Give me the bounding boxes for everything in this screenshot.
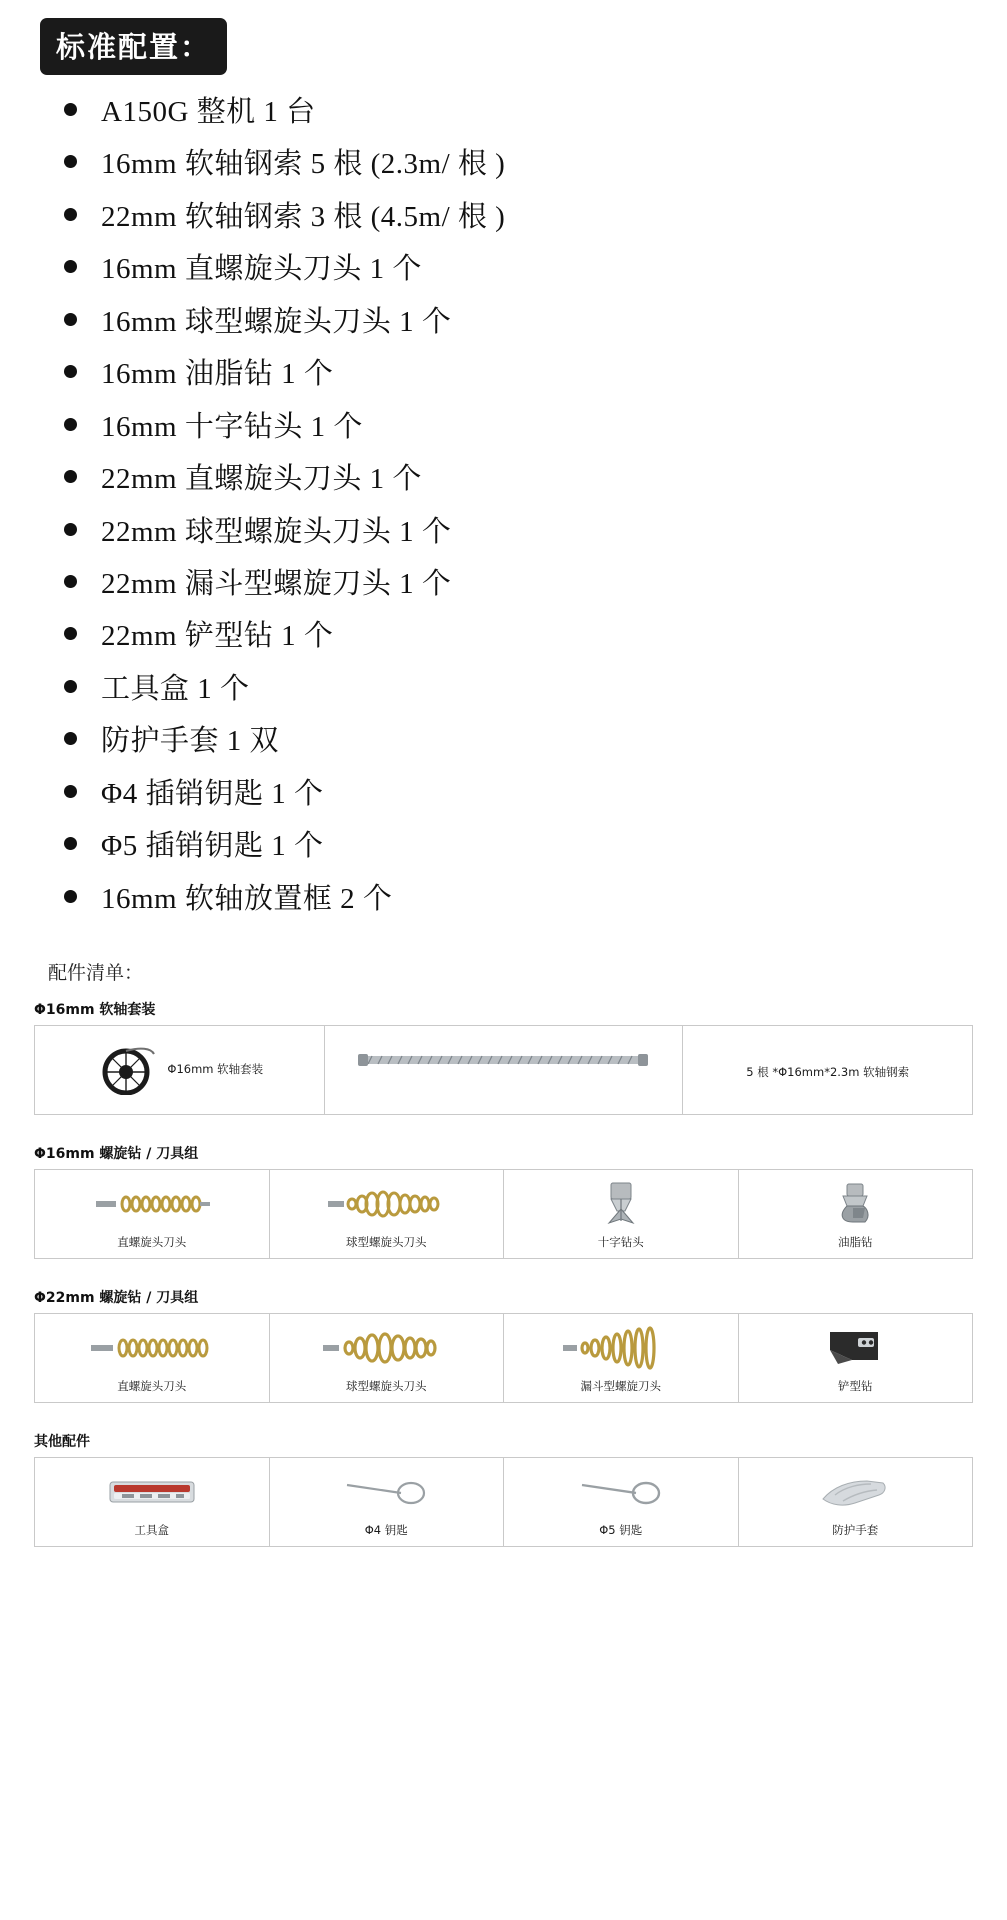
straight-spiral-bit-icon [41,1178,263,1230]
parts-group-title: Φ22mm 螺旋钻 / 刀具组 [34,1290,199,1306]
part-cell [35,1314,270,1402]
part-cell [504,1170,739,1258]
page-title: 标准配置： [40,18,227,75]
part-cell [270,1170,505,1258]
key-pin-icon [510,1466,732,1518]
list-item-label: 防护手套 1 双 [101,725,280,758]
parts-group-title: Φ16mm 软轴套装 [34,1002,156,1018]
part-caption: 油脂钻 [838,1235,873,1249]
part-caption: Φ4 钥匙 [364,1523,408,1537]
bullet-dot-icon [64,103,77,116]
toolbox-icon [41,1466,263,1518]
part-caption: 铲型钻 [838,1379,873,1393]
list-item [0,464,1007,494]
part-cell [739,1458,973,1546]
part-caption: 工具盒 [134,1523,169,1537]
list-item-label: 16mm 球型螺旋头刀头 1 个 [101,305,452,338]
ball-spiral-bit-icon [276,1322,498,1374]
list-item [0,621,1007,651]
cable-coil-icon [331,1034,677,1086]
cross-drill-bit-icon [510,1178,732,1230]
part-cell [270,1314,505,1402]
parts-group-title: Φ16mm 螺旋钻 / 刀具组 [34,1146,199,1162]
list-item-label: 22mm 软轴钢索 3 根 (4.5m/ 根 ) [101,200,506,233]
bullet-dot-icon [64,837,77,850]
part-cell [35,1026,325,1114]
list-item [0,517,1007,547]
cable-reel-icon [95,1044,157,1096]
bullet-dot-icon [64,627,77,640]
list-item-label: 16mm 十字钻头 1 个 [101,410,363,443]
bullet-dot-icon [64,260,77,273]
parts-group [0,999,1007,1115]
gloves-icon [745,1466,967,1518]
list-item [0,412,1007,442]
list-item-label: 16mm 软轴钢索 5 根 (2.3m/ 根 ) [101,148,506,181]
part-caption: Φ5 钥匙 [599,1523,643,1537]
bullet-dot-icon [64,890,77,903]
list-item [0,831,1007,861]
list-item [0,307,1007,337]
part-caption: 十字钻头 [597,1235,644,1249]
part-cell [739,1314,973,1402]
list-item [0,254,1007,284]
list-item-label: 工具盒 1 个 [101,672,250,705]
part-caption: 球型螺旋头刀头 [346,1379,427,1393]
bullet-dot-icon [64,365,77,378]
parts-group-table [34,1025,973,1115]
parts-group-table [34,1313,973,1403]
bullet-dot-icon [64,680,77,693]
parts-group-table [34,1457,973,1547]
bullet-dot-icon [64,208,77,221]
list-item [0,359,1007,389]
list-item-label: Φ4 插销钥匙 1 个 [101,777,324,810]
bullet-dot-icon [64,470,77,483]
part-cell [739,1170,973,1258]
part-caption: Φ16mm 软轴套装 [167,1062,264,1077]
funnel-spiral-bit-icon [510,1322,732,1374]
part-caption: 直螺旋头刀头 [117,1379,187,1393]
list-item [0,726,1007,756]
bullet-dot-icon [64,313,77,326]
parts-list-heading: 配件清单： [48,962,144,984]
shovel-drill-icon [745,1322,967,1374]
bullet-dot-icon [64,732,77,745]
list-item-label: 16mm 油脂钻 1 个 [101,358,334,391]
list-item [0,779,1007,809]
part-caption: 5 根 *Φ16mm*2.3m 软轴钢索 [746,1065,910,1080]
parts-group [0,1143,1007,1259]
list-item-label: Φ5 插销钥匙 1 个 [101,830,324,863]
bullet-dot-icon [64,418,77,431]
list-item [0,202,1007,232]
standard-configuration-list [0,97,1007,914]
list-item [0,674,1007,704]
list-item-label: 22mm 球型螺旋头刀头 1 个 [101,515,452,548]
key-pin-icon [276,1466,498,1518]
parts-group [0,1287,1007,1403]
part-caption: 防护手套 [832,1523,879,1537]
list-item-label: 16mm 直螺旋头刀头 1 个 [101,253,422,286]
list-item [0,149,1007,179]
part-caption: 直螺旋头刀头 [117,1235,187,1249]
part-cell [35,1170,270,1258]
part-cell [683,1026,972,1114]
part-cell [270,1458,505,1546]
part-caption: 球型螺旋头刀头 [346,1235,427,1249]
part-cell [504,1314,739,1402]
list-item-label: 16mm 软轴放置框 2 个 [101,882,393,915]
part-cell [325,1026,684,1114]
list-item-label: 22mm 铲型钻 1 个 [101,620,334,653]
list-item-label: A150G 整机 1 台 [101,96,316,128]
bullet-dot-icon [64,523,77,536]
list-item [0,569,1007,599]
list-item [0,97,1007,127]
list-item-label: 22mm 直螺旋头刀头 1 个 [101,463,422,496]
bullet-dot-icon [64,785,77,798]
grease-drill-icon [745,1178,967,1230]
parts-group [0,1431,1007,1547]
ball-spiral-bit-icon [276,1178,498,1230]
parts-group-title: 其他配件 [34,1434,90,1450]
parts-group-table [34,1169,973,1259]
bullet-dot-icon [64,575,77,588]
part-cell [35,1458,270,1546]
part-caption: 漏斗型螺旋刀头 [580,1379,661,1393]
part-cell [504,1458,739,1546]
list-item-label: 22mm 漏斗型螺旋刀头 1 个 [101,567,452,600]
list-item [0,884,1007,914]
bullet-dot-icon [64,155,77,168]
straight-spiral-bit-icon [41,1322,263,1374]
